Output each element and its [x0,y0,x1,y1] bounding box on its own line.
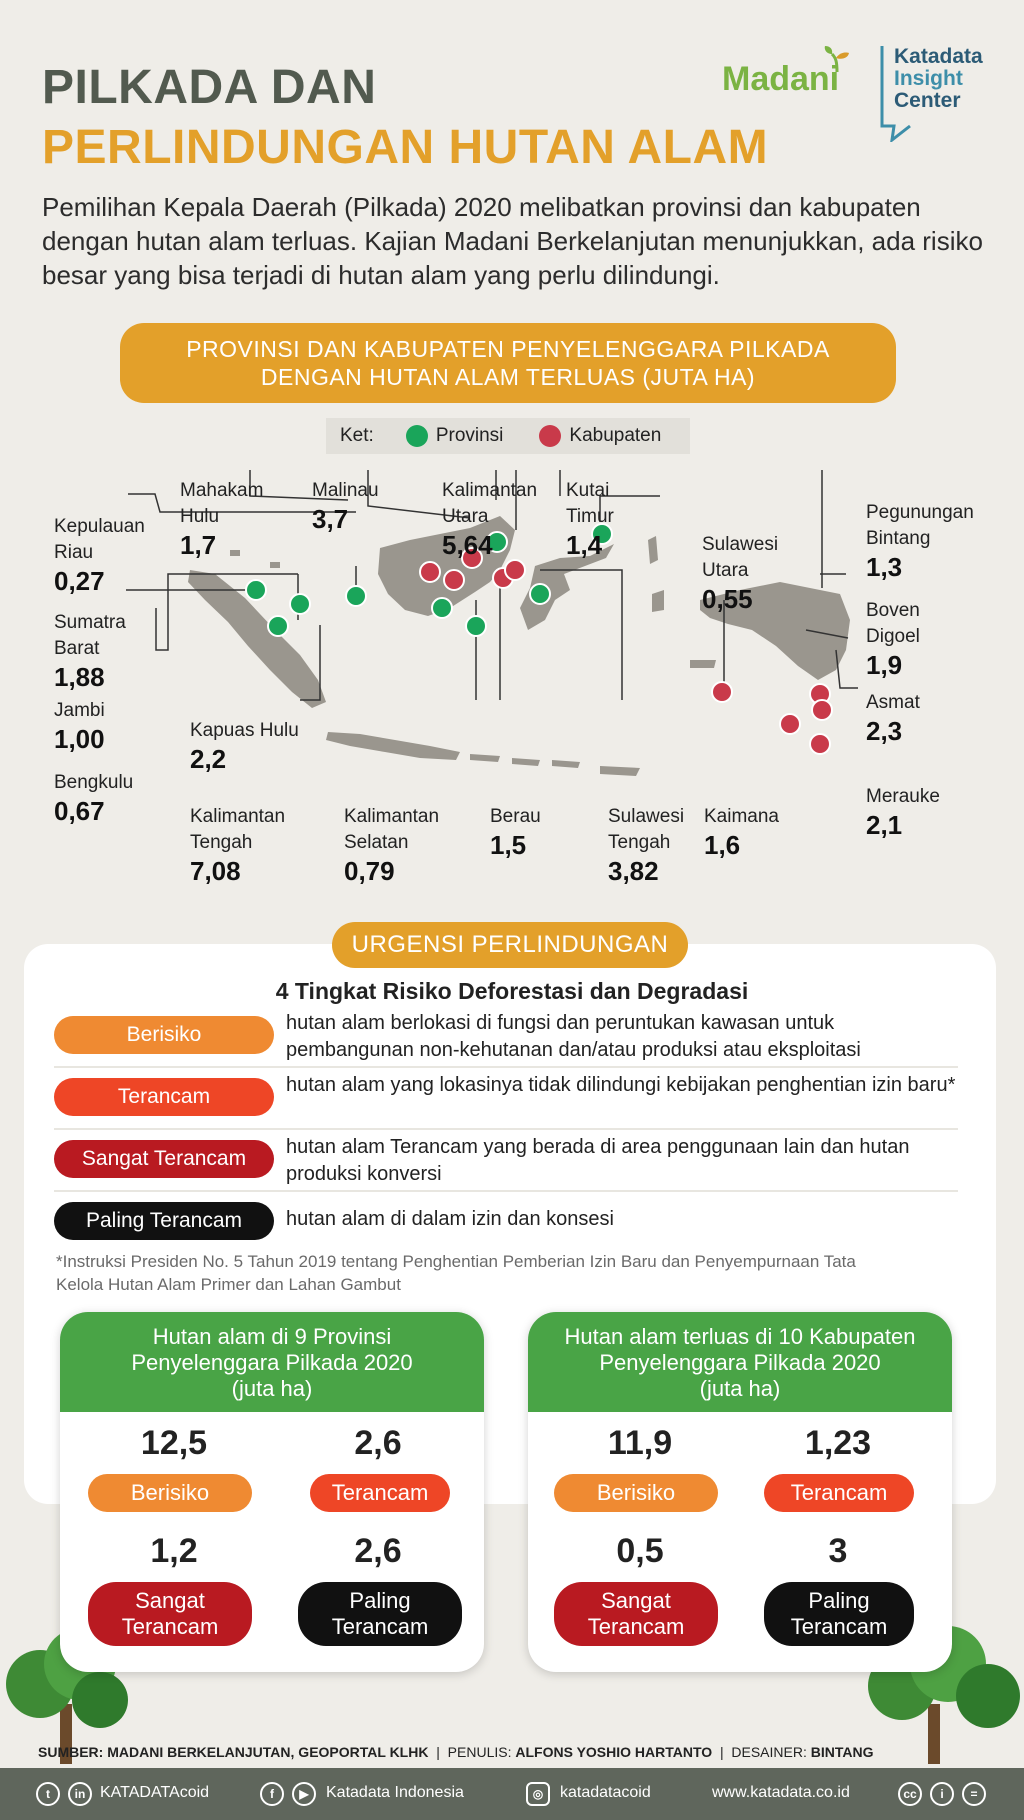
label-kepri-value: 0,27 [54,566,105,596]
box-kabupaten-header-1: Hutan alam terluas di 10 Kabupaten [564,1324,916,1349]
title-line-1: PILKADA DAN [42,61,377,114]
box-kabupaten-header-3: (juta ha) [699,1376,781,1401]
credits-line: SUMBER: MADANI BERKELANJUTAN, GEOPORTAL KLHK | PENULIS: ALFONS YOSHIO HARTANTO | DESAINER: BINTANG [38,1744,874,1760]
label-merauke-value: 2,1 [866,810,903,840]
footnote: *Instruksi Presiden No. 5 Tahun 2019 tentang Penghentian Pemberian Izin Baru dan Penyempurnaan Tata Kelola Hutan Alam Primer dan Lahan Gambut [56,1252,856,1294]
label-asmat [866,690,920,746]
label-kepri-name: Kepulauan Riau [54,516,145,563]
stat-pill-paling-terancam [764,1582,914,1646]
label-pegbintang-value: 1,3 [866,552,903,582]
writer-label: PENULIS: [447,1744,512,1760]
map-section-banner [120,323,896,403]
twitter-icon[interactable]: t [36,1782,60,1806]
linkedin-icon[interactable]: in [68,1782,92,1806]
label-sumbar-name: Sumatra Barat [54,612,126,659]
label-bengkulu-name: Bengkulu [54,772,134,793]
instagram-icon[interactable]: ◎ [526,1782,550,1806]
madani-logo: Madani [722,60,840,98]
stat-value: 12,5 [140,1424,208,1462]
regency-dot-icon [539,425,561,447]
pill-line: Paling [349,1588,411,1613]
label-kalteng [190,804,285,886]
label-berau-value: 1,5 [490,830,527,860]
risk-row [54,1072,958,1130]
label-kapuas-name: Kapuas Hulu [190,720,299,741]
risk-pill-berisiko: Berisiko [54,1016,274,1054]
pill-line: Terancam [587,1614,685,1639]
label-berau [490,804,541,860]
label-kapuas-value: 2,2 [190,744,227,774]
label-pegbintang [866,500,974,582]
youtube-icon[interactable]: ▶ [292,1782,316,1806]
stat-pill-terancam: Terancam [310,1474,450,1512]
stat-pill-sangat-terancam [554,1582,718,1646]
legend-province: Provinsi [435,425,504,446]
writer-value: ALFONS YOSHIO HARTANTO [515,1744,713,1760]
legend-key: Ket: [340,425,374,446]
social-handle[interactable]: KATADATAcoid [100,1784,210,1801]
pill-line: Sangat [601,1588,671,1613]
label-boven [866,598,920,680]
risk-pill-sangat-terancam: Sangat Terancam [54,1140,274,1178]
label-kutim-name: Kutai Timur [566,480,614,527]
label-kalsel-name: Kalimantan Selatan [344,806,440,853]
source-label: SUMBER: [38,1744,104,1760]
sprout-icon [822,44,852,74]
label-kaimana-value: 1,6 [704,830,741,860]
legend-regency: Kabupaten [569,425,662,446]
box-provinsi-header-2: Penyelenggara Pilkada 2020 [131,1350,413,1375]
label-kaltara-name: Kalimantan Utara [442,480,538,527]
label-kalteng-value: 7,08 [190,856,241,886]
label-sulut-name: Sulawesi Utara [702,534,779,581]
attribution-icon: i [930,1782,954,1806]
label-kaimana-name: Kaimana [704,806,779,827]
facebook-name[interactable]: Katadata Indonesia [326,1784,464,1801]
risk-row [54,1010,958,1068]
stat-pill-terancam: Terancam [764,1474,914,1512]
label-mahakam [180,478,263,560]
label-berau-name: Berau [490,806,541,827]
label-malinau [312,478,379,534]
label-sulteng-value: 3,82 [608,856,659,886]
stat-value: 11,9 [607,1424,673,1462]
label-kaltara-value: 5,64 [442,530,493,560]
stat-box-kabupaten [528,1312,952,1672]
box-provinsi-header [60,1312,484,1412]
label-sulteng-name: Sulawesi Tengah [608,806,685,853]
box-kabupaten-header [528,1312,952,1412]
risk-desc-berisiko: hutan alam berlokasi di fungsi dan peruntukan kawasan untuk pembangunan non-kehutanan dan/atau produksi atau eksploitasi [286,1012,861,1061]
instagram-handle[interactable]: katadatacoid [560,1784,651,1801]
label-mahakam-value: 1,7 [180,530,217,560]
katadata-insight-center-logo [894,46,983,112]
label-kutim-value: 1,4 [566,530,603,560]
pill-line: Terancam [121,1614,219,1639]
risk-row [54,1196,958,1254]
stat-box-provinsi [60,1312,484,1672]
source-value: MADANI BERKELANJUTAN, GEOPORTAL KLHK [107,1744,429,1760]
stat-value: 2,6 [354,1532,402,1570]
label-sumbar-value: 1,88 [54,662,105,692]
footer-bar [0,1768,1024,1820]
label-sumbar [54,610,126,692]
risk-row [54,1134,958,1192]
stat-value: 1,23 [804,1424,872,1462]
stat-pill-paling-terancam [298,1582,462,1646]
label-mahakam-name: Mahakam Hulu [180,480,264,527]
intro-text: Pemilihan Kepala Daerah (Pilkada) 2020 melibatkan provinsi dan kabupaten dengan hutan alam terluas. Kajian Madani Berkelanjutan menunjukkan, ada risiko besar yang bisa terjadi di hutan alam yang perlu dilindungi. [42,192,983,290]
risk-pill-terancam: Terancam [54,1078,274,1116]
stat-pill-berisiko: Berisiko [88,1474,252,1512]
label-boven-name: Boven Digoel [866,600,920,647]
kic-word-1: Katadata [894,45,983,68]
label-kalsel [344,804,439,886]
label-kepri [54,514,145,596]
stat-value: 0,5 [616,1532,664,1570]
stat-value: 2,6 [354,1424,402,1462]
box-provinsi-header-3: (juta ha) [231,1376,313,1401]
label-merauke-name: Merauke [866,786,940,807]
cc-license-icon: cc [898,1782,922,1806]
label-asmat-name: Asmat [866,692,920,713]
label-kapuas [190,718,299,774]
label-bengkulu-value: 0,67 [54,796,105,826]
risk-title: 4 Tingkat Risiko Deforestasi dan Degradasi [275,978,749,1004]
map-legend [326,418,690,454]
designer-label: DESAINER: [731,1744,807,1760]
label-sulteng [608,804,684,886]
risk-desc-terancam: hutan alam yang lokasinya tidak dilindungi kebijakan penghentian izin baru* [286,1074,956,1096]
label-jambi-value: 1,00 [54,724,105,754]
website-link[interactable]: www.katadata.co.id [712,1784,850,1801]
box-kabupaten-header-2: Penyelenggara Pilkada 2020 [599,1350,881,1375]
label-asmat-value: 2,3 [866,716,903,746]
stat-pill-berisiko: Berisiko [554,1474,718,1512]
pill-line: Terancam [790,1614,888,1639]
label-kaltara [442,478,537,560]
risk-pill-paling-terancam: Paling Terancam [54,1202,274,1240]
label-kaimana [704,804,779,860]
label-jambi [54,698,105,754]
label-kalsel-value: 0,79 [344,856,395,886]
pill-line: Sangat [135,1588,205,1613]
label-pegbintang-name: Pegunungan Bintang [866,502,974,549]
province-dot-icon [406,425,428,447]
kic-word-3: Center [894,89,961,112]
label-malinau-value: 3,7 [312,504,349,534]
stat-value: 1,2 [150,1532,198,1570]
designer-value: BINTANG [810,1744,874,1760]
title-line-2: PERLINDUNGAN HUTAN ALAM [42,121,769,174]
banner-line-2: DENGAN HUTAN ALAM TERLUAS (JUTA HA) [260,364,756,390]
risk-desc-paling-terancam: hutan alam di dalam izin dan konsesi [286,1208,614,1230]
label-kutim [566,478,614,560]
label-jambi-name: Jambi [54,700,105,721]
stat-value: 3 [828,1532,848,1570]
stat-pill-sangat-terancam [88,1582,252,1646]
box-provinsi-header-1: Hutan alam di 9 Provinsi [152,1324,392,1349]
label-malinau-name: Malinau [312,480,379,501]
label-sulut [702,532,778,614]
label-kalteng-name: Kalimantan Tengah [190,806,286,853]
risk-desc-sangat-terancam: hutan alam Terancam yang berada di area penggunaan lain dan hutan produksi konversi [286,1136,910,1185]
banner-line-1: PROVINSI DAN KABUPATEN PENYELENGGARA PILKADA [186,336,830,362]
pill-line: Terancam [331,1614,429,1639]
urgency-label: URGENSI PERLINDUNGAN [332,922,688,968]
no-derivatives-icon: = [962,1782,986,1806]
label-merauke [866,784,940,840]
label-boven-value: 1,9 [866,650,903,680]
pill-line: Paling [808,1588,870,1613]
label-bengkulu [54,770,133,826]
kic-word-2: Insight [894,67,963,90]
facebook-icon[interactable]: f [260,1782,284,1806]
label-sulut-value: 0,55 [702,584,753,614]
